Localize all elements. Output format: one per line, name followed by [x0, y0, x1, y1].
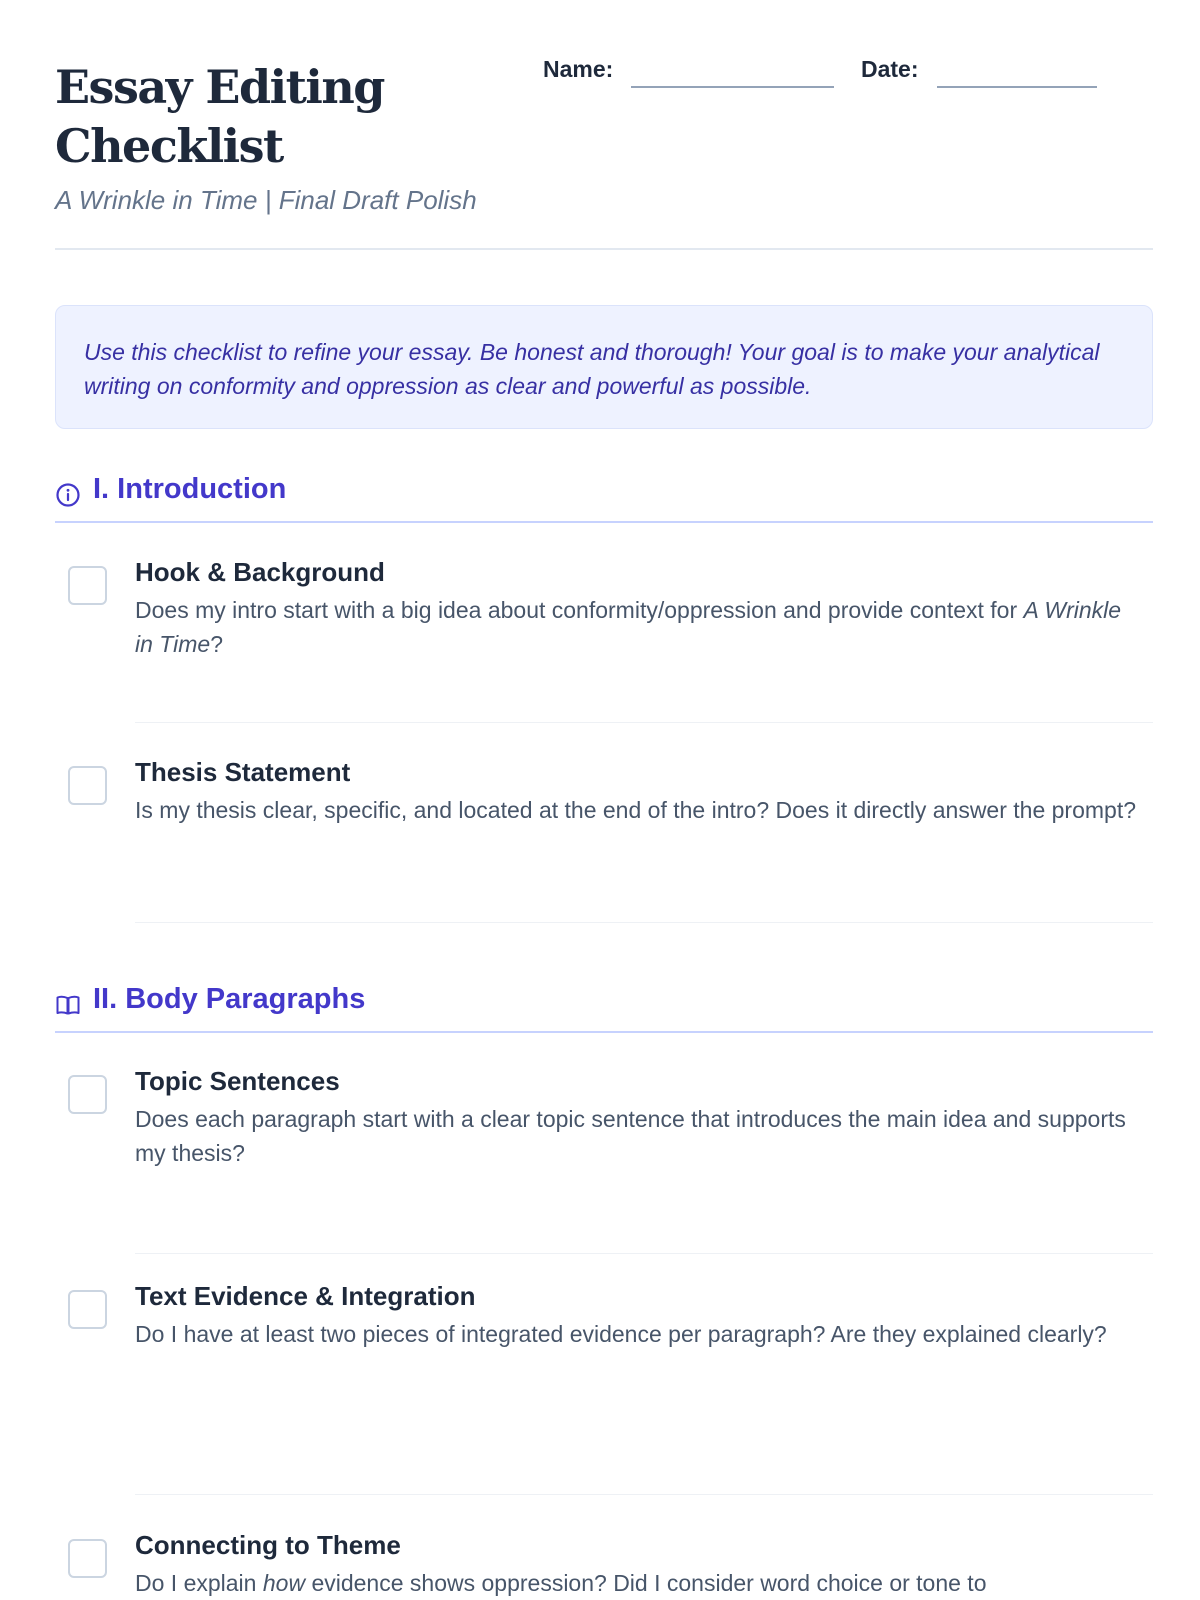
item-checkbox[interactable] [68, 766, 107, 805]
page-subtitle: A Wrinkle in Time | Final Draft Polish [55, 185, 477, 215]
item-description: Is my thesis clear, specific, and located at the end of the intro? Does it directly answer the prompt? [135, 797, 1137, 823]
book-title-emphasis: A Wrinkle in Time [135, 597, 1122, 657]
info-circle-icon [55, 482, 81, 508]
section-label: II. Body Paragraphs [93, 983, 366, 1015]
item-description: Do I have at least two pieces of integrated evidence per paragraph? Are they explained clearly? [135, 1321, 1107, 1347]
item-divider [135, 722, 1153, 723]
item-description: Does each paragraph start with a clear topic sentence that introduces the main idea and supports my thesis? [135, 1106, 1126, 1166]
item-checkbox[interactable] [68, 1539, 107, 1578]
item-description: Do I explain how evidence shows oppression? Did I consider word choice or tone to [135, 1570, 987, 1596]
item-divider [135, 1253, 1153, 1254]
section-header-body-paragraphs [55, 980, 1153, 1033]
word-emphasis: how [262, 1570, 306, 1596]
item-checkbox[interactable] [68, 1075, 107, 1114]
page-header [55, 0, 1153, 250]
item-checkbox[interactable] [68, 566, 107, 605]
item-title: Text Evidence & Integration [135, 1281, 476, 1311]
checklist-page [55, 0, 1153, 1600]
name-label: Name: [543, 56, 614, 82]
item-title: Hook & Background [135, 557, 385, 587]
section-header-introduction [55, 470, 1153, 523]
item-title: Thesis Statement [135, 757, 351, 787]
date-field[interactable] [861, 56, 1111, 88]
item-description: Does my intro start with a big idea about conformity/oppression and provide context for A Wrinkle in Time? [135, 597, 1122, 657]
name-field[interactable] [543, 56, 843, 88]
item-checkbox[interactable] [68, 1290, 107, 1329]
item-title: Topic Sentences [135, 1066, 340, 1096]
item-title: Connecting to Theme [135, 1530, 401, 1560]
date-input-line[interactable] [937, 86, 1097, 88]
instructions-callout: Use this checklist to refine your essay. Be honest and thorough! Your goal is to make your analytical writing on conformity and oppression as clear and powerful as possible. [55, 305, 1153, 429]
name-input-line[interactable] [631, 86, 834, 88]
item-divider [135, 1494, 1153, 1495]
date-label: Date: [861, 56, 919, 82]
item-divider [135, 922, 1153, 923]
section-label: I. Introduction [93, 473, 287, 505]
open-book-icon [55, 992, 81, 1018]
page-title: Essay Editing Checklist [55, 60, 384, 173]
